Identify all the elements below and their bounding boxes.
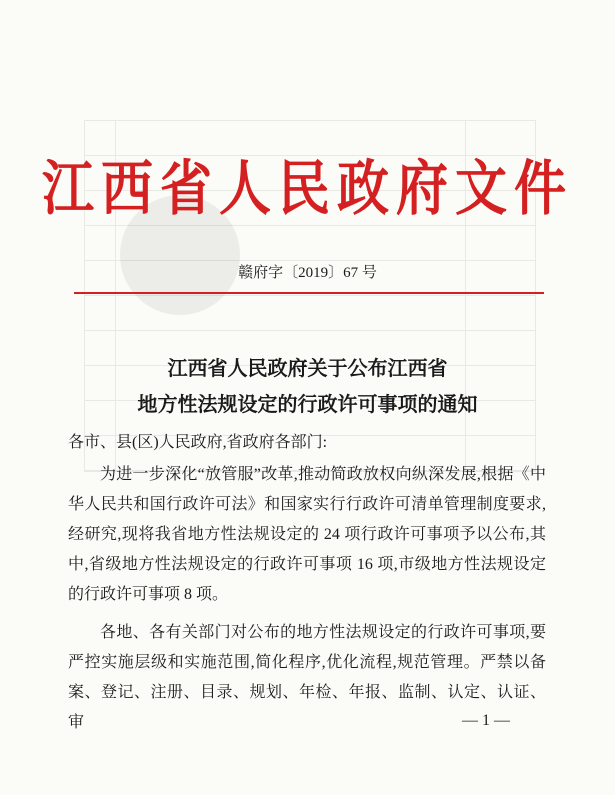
body-paragraph-2: 各地、各有关部门对公布的地方性法规设定的行政许可事项,要严控实施层级和实施范围,简化程序,优化流程,规范管理。严禁以备案、登记、注册、目录、规划、年检、年报、监制、认定、认证、审 bbox=[68, 624, 546, 731]
notice-title-line-1: 江西省人民政府关于公布江西省 bbox=[167, 358, 448, 380]
page-number: — 1 — bbox=[462, 712, 510, 729]
red-divider-line bbox=[74, 292, 544, 294]
salutation: 各市、县(区)人民政府,省政府各部门: bbox=[68, 434, 328, 451]
document-header-title: 江西省人民政府文件 bbox=[41, 153, 573, 224]
body-paragraph-1: 为进一步深化“放管服”改革,推动简政放权向纵深发展,根据《中华人民共和国行政许可法》和国家实行行政许可清单管理制度要求,经研究,现将我省地方性法规设定的 24 项行政许可事项予以公布,其中,省级地方性法规设定的行政许可事项 16 项,市级地方性法规设定的行政许可事项 8 项。 bbox=[68, 466, 546, 603]
notice-title-line-2: 地方性法规设定的行政许可事项的通知 bbox=[137, 394, 478, 416]
document-number: 赣府字〔2019〕67 号 bbox=[238, 265, 377, 281]
